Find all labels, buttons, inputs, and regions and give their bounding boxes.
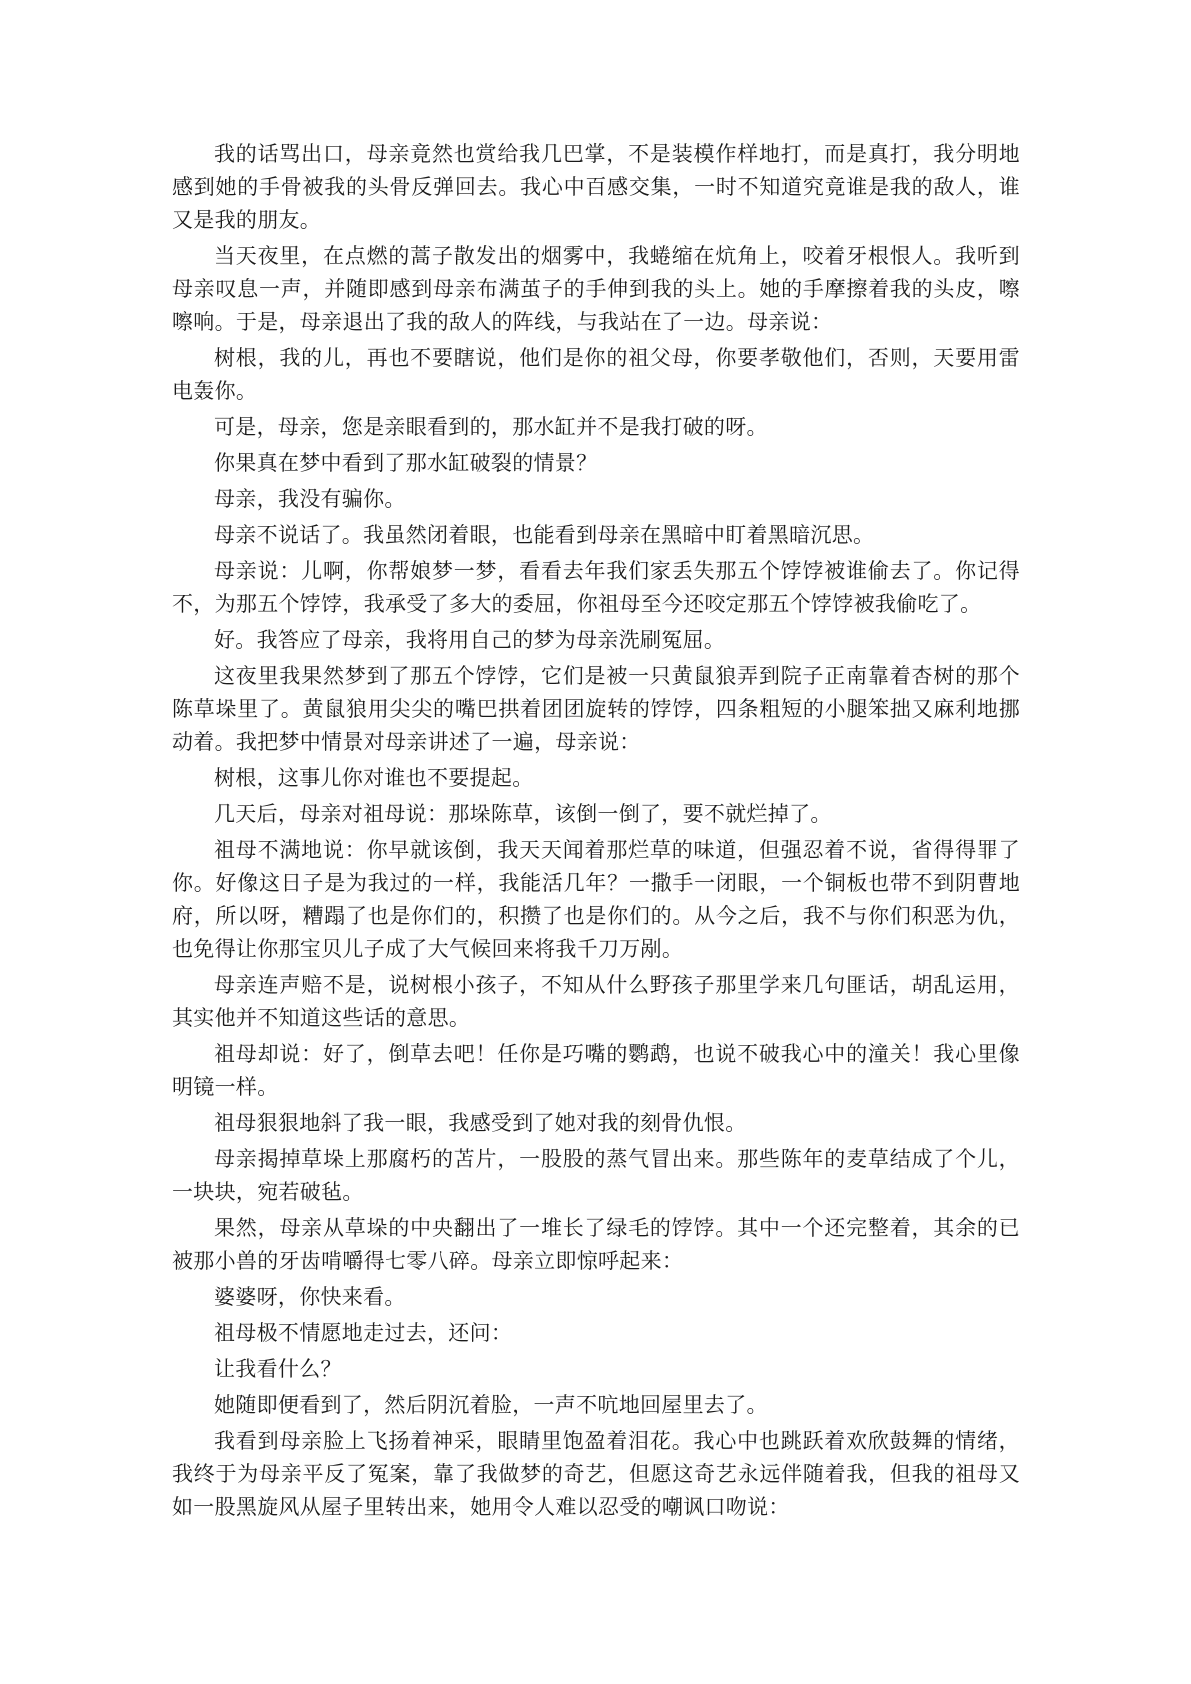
paragraph: 我的话骂出口，母亲竟然也赏给我几巴掌，不是装模作样地打，而是真打，我分明地感到她的手骨被我的头骨反弹回去。我心中百感交集，一时不知道究竟谁是我的敌人，谁又是我的朋友。: [172, 142, 1020, 232]
paragraph: 果然，母亲从草垛的中央翻出了一堆长了绿毛的饽饽。其中一个还完整着，其余的已被那小兽的牙齿啃嚼得七零八碎。母亲立即惊呼起来：: [172, 1216, 1020, 1273]
paragraph: 母亲，我没有骗你。: [214, 487, 406, 511]
paragraph: 祖母却说：好了，倒草去吧！任你是巧嘴的鹦鹉，也说不破我心中的潼关！我心里像明镜一样。: [172, 1042, 1020, 1099]
paragraph: 树根，这事儿你对谁也不要提起。: [214, 766, 534, 790]
paragraph: 祖母不满地说：你早就该倒，我天天闻着那烂草的味道，但强忍着不说，省得得罪了你。好像这日子是为我过的一样，我能活几年？一撒手一闭眼，一个铜板也带不到阴曹地府，所以呀，糟蹋了也是你们的，积攒了也是你们的。从今之后，我不与你们积恶为仇，也免得让你那宝贝儿子成了大气候回来将我千刀万剐。: [172, 838, 1020, 961]
paragraph: 可是，母亲，您是亲眼看到的，那水缸并不是我打破的呀。: [214, 415, 768, 439]
paragraph: 母亲揭掉草垛上那腐朽的苫片，一股股的蒸气冒出来。那些陈年的麦草结成了个儿，一块块，宛若破毡。: [172, 1147, 1020, 1204]
paragraph: 树根，我的儿，再也不要瞎说，他们是你的祖父母，你要孝敬他们，否则，天要用雷电轰你。: [172, 346, 1020, 403]
paragraph: 她随即便看到了，然后阴沉着脸，一声不吭地回屋里去了。: [214, 1393, 768, 1417]
paragraph: 祖母狠狠地斜了我一眼，我感受到了她对我的刻骨仇恨。: [214, 1111, 747, 1135]
paragraph: 我看到母亲脸上飞扬着神采，眼睛里饱盈着泪花。我心中也跳跃着欢欣鼓舞的情绪，我终于为母亲平反了冤案，靠了我做梦的奇艺，但愿这奇艺永远伴随着我，但我的祖母又如一股黑旋风从屋子里转出来，她用令人难以忍受的嘲讽口吻说：: [172, 1429, 1020, 1519]
paragraph: 几天后，母亲对祖母说：那垛陈草，该倒一倒了，要不就烂掉了。: [214, 802, 832, 826]
paragraph: 好。我答应了母亲，我将用自己的梦为母亲洗刷冤屈。: [214, 628, 726, 652]
paragraph: 婆婆呀，你快来看。: [214, 1285, 406, 1309]
paragraph: 当天夜里，在点燃的蒿子散发出的烟雾中，我蜷缩在炕角上，咬着牙根恨人。我听到母亲叹息一声，并随即感到母亲布满茧子的手伸到我的头上。她的手摩擦着我的头皮，嚓嚓响。于是，母亲退出了我的敌人的阵线，与我站在了一边。母亲说：: [172, 244, 1020, 334]
paragraph: 母亲连声赔不是，说树根小孩子，不知从什么野孩子那里学来几句匪话，胡乱运用，其实他并不知道这些话的意思。: [172, 973, 1020, 1030]
paragraph: 母亲不说话了。我虽然闭着眼，也能看到母亲在黑暗中盯着黑暗沉思。: [214, 523, 875, 547]
paragraph: 让我看什么？: [214, 1357, 342, 1381]
story-text-body: [172, 138, 1020, 1527]
paragraph: 你果真在梦中看到了那水缸破裂的情景？: [214, 451, 598, 475]
paragraph: 祖母极不情愿地走过去，还问：: [214, 1321, 513, 1345]
paragraph: 母亲说：儿啊，你帮娘梦一梦，看看去年我们家丢失那五个饽饽被谁偷去了。你记得不，为那五个饽饽，我承受了多大的委屈，你祖母至今还咬定那五个饽饽被我偷吃了。: [172, 559, 1020, 616]
paragraph: 这夜里我果然梦到了那五个饽饽，它们是被一只黄鼠狼弄到院子正南靠着杏树的那个陈草垛里了。黄鼠狼用尖尖的嘴巴拱着团团旋转的饽饽，四条粗短的小腿笨拙又麻利地挪动着。我把梦中情景对母亲讲述了一遍，母亲说：: [172, 664, 1020, 754]
